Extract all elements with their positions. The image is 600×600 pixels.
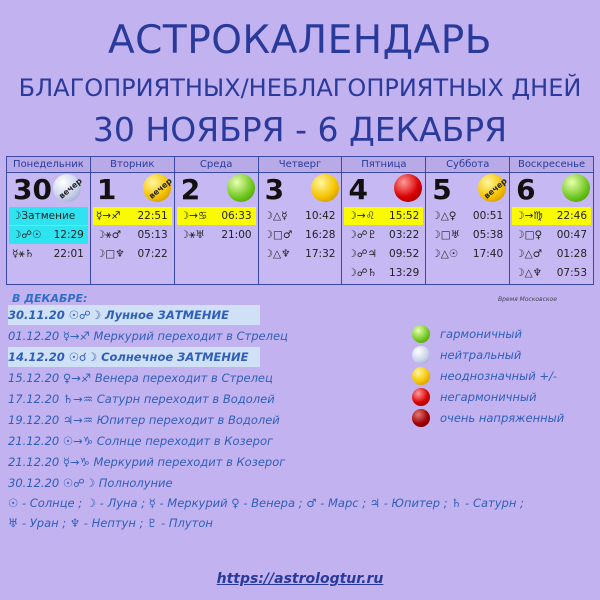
day-name: Суббота xyxy=(426,157,509,173)
legend-label: неоднозначный +/- xyxy=(440,369,557,383)
website-link[interactable]: https://astrologtur.ru xyxy=(216,571,384,587)
evening-label: вечер xyxy=(57,176,84,201)
aspect-event xyxy=(261,226,340,244)
aspect-time: 07:22 xyxy=(137,248,168,260)
day-mood-indicator xyxy=(227,174,255,202)
day-name: Четверг xyxy=(259,157,342,173)
aspect-symbols: ☽△♀ xyxy=(431,210,457,222)
december-event: 21.12.20 ☉→♑ Солнце переходит в Козерог xyxy=(8,434,274,448)
aspect-time: 17:40 xyxy=(472,248,504,260)
symbol-key-line-2: ♅ - Уран ; ♆ - Нептун ; ♇ - Плутон xyxy=(8,516,213,530)
aspect-event xyxy=(428,207,507,225)
aspect-time: 12:29 xyxy=(53,229,84,241)
aspect-time: 00:51 xyxy=(472,210,504,222)
legend-ball-icon xyxy=(412,346,430,364)
aspect-time: 05:38 xyxy=(472,229,504,241)
aspect-event xyxy=(177,207,256,225)
day-number: 2 xyxy=(180,173,201,206)
day-mood-indicator xyxy=(562,174,590,202)
aspect-event xyxy=(428,226,507,244)
aspect-symbols: ☽☍♄ xyxy=(347,267,377,279)
aspect-symbols: ☽△☉ xyxy=(431,248,459,260)
aspect-time: 17:32 xyxy=(305,248,336,260)
day-column xyxy=(6,156,91,285)
december-event: 19.12.20 ♃→♒ Юпитер переходит в Водолей xyxy=(8,413,280,427)
aspect-symbols: ☽△☿ xyxy=(263,210,288,222)
day-number: 30 xyxy=(13,173,52,206)
day-number: 3 xyxy=(264,173,285,206)
aspect-time: 01:28 xyxy=(556,248,588,260)
evening-label: вечер xyxy=(482,176,510,201)
symbol-key-line-1: ☉ - Солнце ; ☽ - Луна ; ☿ - Меркурий ♀ - Венера ; ♂ - Марс ; ♃ - Юпитер ; ♄ - Сатурн ; xyxy=(8,496,524,510)
aspect-event xyxy=(177,226,256,244)
aspect-event xyxy=(261,207,340,225)
day-column xyxy=(426,156,510,285)
aspect-event xyxy=(261,245,340,263)
legend-ball-icon xyxy=(412,367,430,385)
aspect-event xyxy=(512,264,591,282)
day-column xyxy=(91,156,175,285)
aspect-time: 22:51 xyxy=(137,210,168,222)
legend-ball-icon xyxy=(412,325,430,343)
aspect-time: 15:52 xyxy=(389,210,420,222)
aspect-symbols: ☽☍☉ xyxy=(12,229,42,241)
page-subtitle: БЛАГОПРИЯТНЫХ/НЕБЛАГОПРИЯТНЫХ ДНЕЙ xyxy=(18,74,582,102)
day-column xyxy=(175,156,259,285)
aspect-event xyxy=(93,207,172,225)
aspect-event xyxy=(93,245,172,263)
aspect-time: 06:33 xyxy=(221,210,252,222)
legend-label: очень напряженный xyxy=(440,411,565,425)
aspect-symbols: ☿→♐ xyxy=(95,210,121,222)
aspect-symbols: ☽→♌ xyxy=(347,210,376,222)
aspect-event xyxy=(9,226,88,244)
aspect-symbols: ☽⚹♂ xyxy=(95,229,121,241)
aspect-time: 00:47 xyxy=(556,229,588,241)
legend-label: негармоничный xyxy=(440,390,537,404)
aspect-symbols: ☽□♀ xyxy=(515,229,543,241)
aspect-symbols: ☽☍♃ xyxy=(347,248,377,260)
day-name: Понедельник xyxy=(7,157,90,173)
aspect-symbols: ☽□♆ xyxy=(95,248,125,260)
aspect-event xyxy=(512,226,591,244)
day-name: Вторник xyxy=(91,157,174,173)
aspect-time: 03:22 xyxy=(389,229,420,241)
time-zone-note: Время Московское xyxy=(498,296,557,303)
legend-label: гармоничный xyxy=(440,327,522,341)
day-column xyxy=(342,156,426,285)
aspect-event xyxy=(344,226,423,244)
legend-ball-icon xyxy=(412,388,430,406)
aspect-time: 16:28 xyxy=(305,229,336,241)
day-number: 6 xyxy=(516,173,536,206)
aspect-time: 22:46 xyxy=(556,210,588,222)
aspect-symbols: ☽→♋ xyxy=(179,210,208,222)
aspect-symbols: ☽☍♇ xyxy=(347,229,377,241)
december-event: 21.12.20 ☿→♑ Меркурий переходит в Козерог xyxy=(8,455,286,469)
aspect-event xyxy=(93,226,172,244)
december-event: 01.12.20 ☿→♐ Меркурий переходит в Стрелец xyxy=(8,329,288,343)
aspect-time: 22:01 xyxy=(53,248,84,260)
aspect-symbols: ☿⚹♄ xyxy=(12,248,35,260)
page-title: АСТРОКАЛЕНДАРЬ xyxy=(107,18,493,63)
aspect-symbols: ☽△♆ xyxy=(515,267,543,279)
aspect-time: 05:13 xyxy=(137,229,168,241)
day-number: 5 xyxy=(432,173,452,206)
aspect-event xyxy=(9,207,88,225)
day-name: Воскресенье xyxy=(510,157,593,173)
aspect-symbols: ☽□♂ xyxy=(263,229,293,241)
aspect-event xyxy=(344,245,423,263)
aspect-time: 21:00 xyxy=(221,229,252,241)
day-number: 1 xyxy=(96,173,117,206)
day-column xyxy=(259,156,343,285)
legend-label: нейтральный xyxy=(440,348,522,362)
day-name: Пятница xyxy=(342,157,425,173)
aspect-symbols: ☽→♍ xyxy=(515,210,543,222)
december-event: 14.12.20 ☉☌☽ Солнечное ЗАТМЕНИЕ xyxy=(8,347,260,367)
aspect-event xyxy=(9,245,88,263)
aspect-time: 10:42 xyxy=(305,210,336,222)
aspect-symbols: ☽□♅ xyxy=(431,229,461,241)
december-event: 17.12.20 ♄→♒ Сатурн переходит в Водолей xyxy=(8,392,275,406)
december-event: 30.12.20 ☉☍☽ Полнолуние xyxy=(8,476,173,490)
evening-label: вечер xyxy=(147,176,174,201)
december-event: 15.12.20 ♀→♐ Венера переходит в Стрелец xyxy=(8,371,273,385)
aspect-time: 07:53 xyxy=(556,267,588,279)
aspect-symbols: ☽△♆ xyxy=(263,248,291,260)
day-number: 4 xyxy=(348,173,368,206)
december-event: 30.11.20 ☉☍☽ Лунное ЗАТМЕНИЕ xyxy=(8,305,260,325)
day-mood-indicator xyxy=(311,174,339,202)
day-mood-indicator xyxy=(394,174,422,202)
december-heading: В ДЕКАБРЕ: xyxy=(12,292,88,305)
aspect-event xyxy=(428,245,507,263)
aspect-event xyxy=(512,245,591,263)
aspect-event xyxy=(512,207,591,225)
aspect-time: 09:52 xyxy=(389,248,420,260)
week-calendar xyxy=(6,156,594,285)
aspect-time: 13:29 xyxy=(389,267,420,279)
legend-ball-icon xyxy=(412,409,430,427)
aspect-symbols: ☽⚹♅ xyxy=(179,229,205,241)
day-column xyxy=(510,156,594,285)
aspect-symbols: ☽Затмение xyxy=(12,210,76,222)
day-name: Среда xyxy=(175,157,258,173)
aspect-event xyxy=(344,264,423,282)
date-range: 30 НОЯБРЯ - 6 ДЕКАБРЯ xyxy=(92,110,508,149)
aspect-event xyxy=(344,207,423,225)
aspect-symbols: ☽△♂ xyxy=(515,248,543,260)
